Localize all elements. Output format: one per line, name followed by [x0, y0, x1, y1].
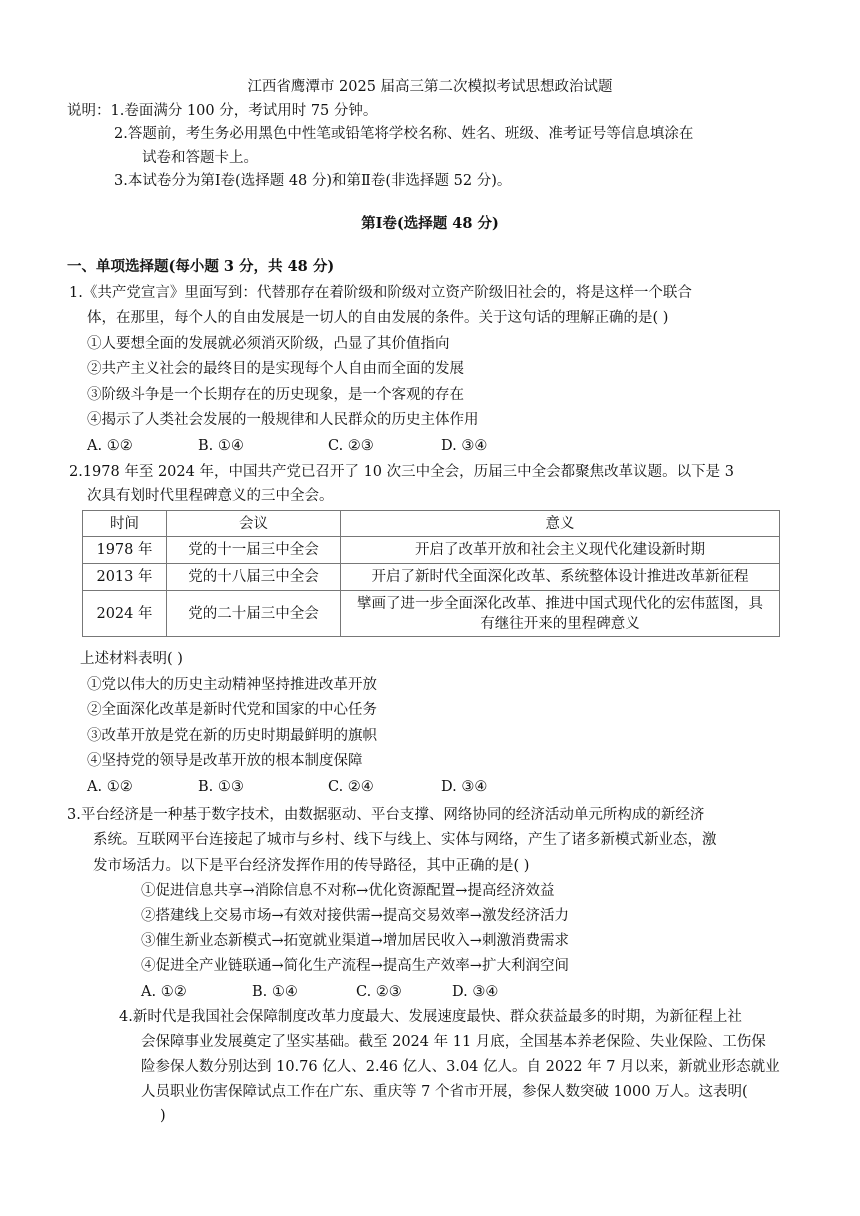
q1-option-d: D. ③④ [441, 438, 488, 454]
q1-option-b: B. ①④ [198, 438, 244, 454]
table-cell-meaning: 开启了新时代全面深化改革、系统整体设计推进改革新征程 [341, 564, 780, 591]
q3-item-3: ③催生新业态新模式→拓宽就业渠道→增加居民收入→刺激消费需求 [141, 933, 569, 949]
q4-stem-line3: 险参保人数分别达到 10.76 亿人、2.46 亿人、3.04 亿人。自 2022 年 7 月以来，新就业形态就业 [141, 1059, 780, 1075]
table-row [83, 537, 780, 564]
q2-option-c: C. ②④ [328, 779, 374, 795]
q1-option-c: C. ②③ [328, 438, 374, 454]
q2-stem-line1: 2.1978 年至 2024 年，中国共产党已召开了 10 次三中全会，历届三中全会都聚焦改革议题。以下是 3 [69, 464, 734, 480]
q3-option-d: D. ③④ [452, 984, 499, 1000]
table-row [83, 591, 780, 637]
table-header-row [83, 511, 780, 537]
q1-item-2: ②共产主义社会的最终目的是实现每个人自由而全面的发展 [87, 361, 464, 377]
note-2a: 2.答题前，考生务必用黑色中性笔或铅笔将学校名称、姓名、班级、准考证号等信息填涂在 [114, 126, 694, 142]
q3-option-a: A. ①② [141, 984, 187, 1000]
q3-stem-line2: 系统。互联网平台连接起了城市与乡村、线下与线上、实体与网络，产生了诸多新模式新业态，激 [93, 832, 717, 848]
q3-option-c: C. ②③ [356, 984, 402, 1000]
table-cell-meaning-line2: 有继往开来的里程碑意义 [480, 615, 640, 632]
q1-item-4: ④揭示了人类社会发展的一般规律和人民群众的历史主体作用 [87, 412, 479, 428]
q1-item-1: ①人要想全面的发展就必须消灭阶级，凸显了其价值指向 [87, 336, 450, 352]
q3-option-b: B. ①④ [252, 984, 298, 1000]
q4-stem-line5: ) [160, 1108, 166, 1124]
q2-item-1: ①党以伟大的历史主动精神坚持推进改革开放 [87, 677, 377, 693]
table-header-meaning: 意义 [341, 511, 780, 537]
table-cell-time: 1978 年 [83, 537, 167, 564]
table-header-meeting: 会议 [167, 511, 341, 537]
table-cell-time: 2024 年 [83, 591, 167, 637]
table-cell-time: 2013 年 [83, 564, 167, 591]
q2-stem-line2: 次具有划时代里程碑意义的三中全会。 [87, 488, 334, 504]
note-2b: 试卷和答题卡上。 [142, 150, 258, 166]
q2-table [82, 510, 780, 637]
q4-stem-line1: 4.新时代是我国社会保障制度改革力度最大、发展速度最快、群众获益最多的时期，为新征程上社 [119, 1009, 742, 1025]
section-title: 第Ⅰ卷(选择题 48 分) [361, 215, 499, 232]
table-cell-meaning: 开启了改革开放和社会主义现代化建设新时期 [341, 537, 780, 564]
page-title: 江西省鹰潭市 2025 届高三第二次模拟考试思想政治试题 [247, 79, 613, 95]
q2-option-d: D. ③④ [441, 779, 488, 795]
q1-item-3: ③阶级斗争是一个长期存在的历史现象，是一个客观的存在 [87, 387, 464, 403]
table-cell-meeting: 党的二十届三中全会 [167, 591, 341, 637]
q3-item-2: ②搭建线上交易市场→有效对接供需→提高交易效率→激发经济活力 [141, 908, 569, 924]
table-row [83, 564, 780, 591]
q3-stem-line1: 3.平台经济是一种基于数字技术，由数据驱动、平台支撑、网络协同的经济活动单元所构成的新经济 [67, 807, 705, 823]
note-1: 说明：1.卷面满分 100 分，考试用时 75 分钟。 [67, 103, 378, 119]
q2-option-a: A. ①② [87, 779, 133, 795]
q4-stem-line4: 人员职业伤害保障试点工作在广东、重庆等 7 个省市开展，参保人数突破 1000 万人。这表明( [141, 1084, 748, 1100]
table-cell-meeting: 党的十八届三中全会 [167, 564, 341, 591]
q1-stem-line2: 体，在那里，每个人的自由发展是一切人的自由发展的条件。关于这句话的理解正确的是( ) [87, 310, 669, 326]
q1-stem-line1: 1.《共产党宣言》里面写到：代替那存在着阶级和阶级对立资产阶级旧社会的，将是这样一个联合 [69, 285, 692, 301]
q2-option-b: B. ①③ [198, 779, 244, 795]
table-cell-meaning-line1: 擘画了进一步全面深化改革、推进中国式现代化的宏伟蓝图，具 [357, 595, 763, 612]
q2-item-4: ④坚持党的领导是改革开放的根本制度保障 [87, 753, 363, 769]
q2-lead: 上述材料表明( ) [80, 651, 183, 667]
table-header-time: 时间 [83, 511, 167, 537]
part-title: 一、单项选择题(每小题 3 分，共 48 分) [67, 258, 335, 275]
note-3: 3.本试卷分为第Ⅰ卷(选择题 48 分)和第Ⅱ卷(非选择题 52 分)。 [114, 173, 512, 189]
q3-stem-line3: 发市场活力。以下是平台经济发挥作用的传导路径，其中正确的是( ) [93, 858, 530, 874]
q3-item-1: ①促进信息共享→消除信息不对称→优化资源配置→提高经济效益 [141, 883, 555, 899]
q2-item-2: ②全面深化改革是新时代党和国家的中心任务 [87, 702, 377, 718]
q1-option-a: A. ①② [87, 438, 133, 454]
q4-stem-line2: 会保障事业发展奠定了坚实基础。截至 2024 年 11 月底，全国基本养老保险、失业保险、工伤保 [141, 1034, 766, 1050]
table-cell-meaning [341, 591, 780, 637]
q2-item-3: ③改革开放是党在新的历史时期最鲜明的旗帜 [87, 728, 377, 744]
table-cell-meeting: 党的十一届三中全会 [167, 537, 341, 564]
q3-item-4: ④促进全产业链联通→简化生产流程→提高生产效率→扩大利润空间 [141, 958, 569, 974]
